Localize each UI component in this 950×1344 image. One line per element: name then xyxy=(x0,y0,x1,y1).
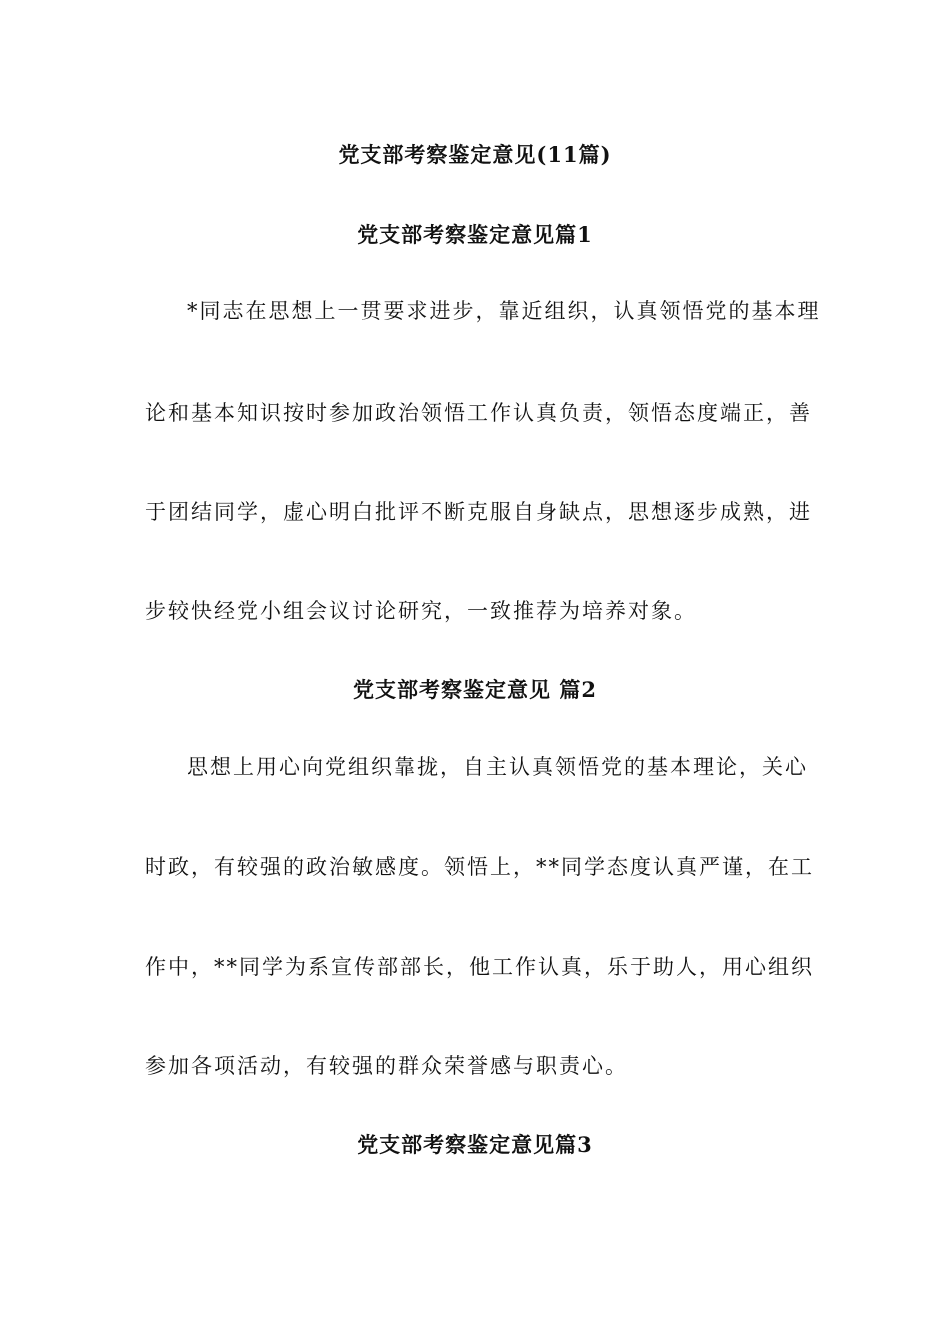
section-2-line-2: 时政，有较强的政治敏感度。领悟上，**同学态度认真严谨，在工 xyxy=(145,855,814,879)
section-2-line-3: 作中，**同学为系宣传部部长，他工作认真，乐于助人，用心组织 xyxy=(145,955,814,979)
document-title: 党支部考察鉴定意见(11篇) xyxy=(338,142,612,167)
section-1-line-2: 论和基本知识按时参加政治领悟工作认真负责，领悟态度端正，善 xyxy=(145,401,812,425)
section-1-line-1: *同志在思想上一贯要求进步，靠近组织，认真领悟党的基本理 xyxy=(187,299,821,323)
section-2-line-4: 参加各项活动，有较强的群众荣誉感与职责心。 xyxy=(145,1054,628,1078)
section-3-heading: 党支部考察鉴定意见篇3 xyxy=(357,1132,593,1157)
section-1-heading: 党支部考察鉴定意见篇1 xyxy=(357,222,593,247)
section-1-line-3: 于团结同学，虚心明白批评不断克服自身缺点，思想逐步成熟，进 xyxy=(145,500,812,524)
section-2-heading: 党支部考察鉴定意见 篇2 xyxy=(353,677,597,702)
section-2-line-1: 思想上用心向党组织靠拢，自主认真领悟党的基本理论，关心 xyxy=(187,755,808,779)
section-1-line-4: 步较快经党小组会议讨论研究，一致推荐为培养对象。 xyxy=(145,599,697,623)
